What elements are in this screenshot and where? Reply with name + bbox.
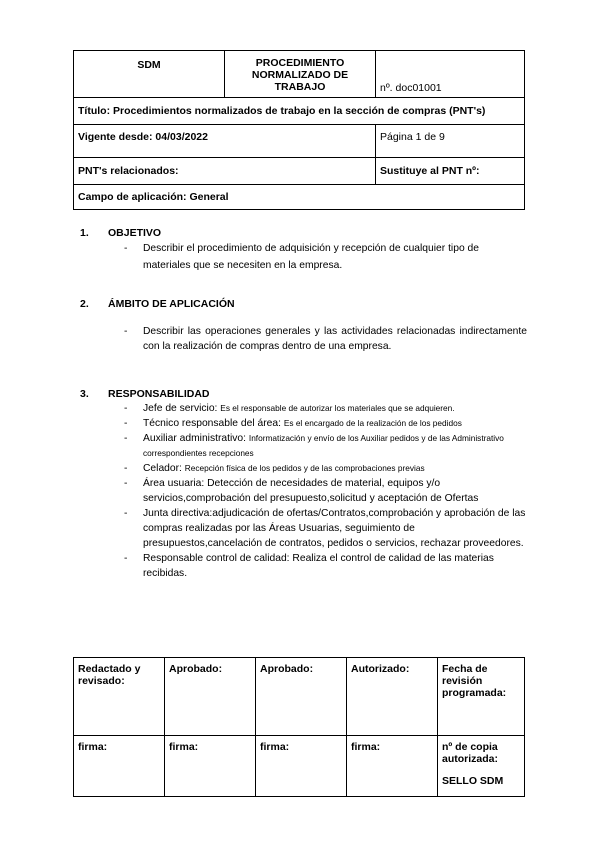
doc-number: nº. doc01001 [376, 51, 525, 98]
objetivo-list [122, 240, 527, 274]
approval-table [73, 657, 525, 797]
section-ambito-heading: 2. ÁMBITO DE APLICACIÓN [80, 298, 235, 310]
replaces-pnt: Sustituye al PNT nº: [376, 158, 525, 185]
list-item: - Área usuaria: Detección de necesidades de material, equipos y/o servicios,comprobación del presupuesto,solicitud y aceptación de Ofertas [122, 476, 527, 506]
list-item: - Junta directiva:adjudicación de ofertas/Contratos,comprobación y aprobación de las compras realizadas por las Áreas Usuarias, seguimiento de presupuestos,cancelación de contratos, pedidos o servicios, rechazar proveedores. [122, 506, 527, 551]
list-item: - Describir las operaciones generales y las actividades relacionadas indirectamente con la realización de compras dentro de una empresa. [122, 324, 527, 354]
valid-from: Vigente desde: 04/03/2022 [74, 125, 376, 158]
signature-cell: firma: [74, 736, 165, 797]
review-date-cell: Fecha de revisión programada: [438, 658, 525, 736]
header-table [73, 50, 525, 210]
list-item: - Celador: Recepción física de los pedidos y de las comprobaciones previas [122, 461, 527, 476]
seal-label: SELLO SDM [442, 775, 504, 787]
section-responsabilidad-heading: 3. RESPONSABILIDAD [80, 388, 210, 400]
authorized-cell: Autorizado: [347, 658, 438, 736]
drafted-cell: Redactado y revisado: [74, 658, 165, 736]
copy-seal-cell [438, 736, 525, 797]
signature-cell: firma: [347, 736, 438, 797]
list-item: - Jefe de servicio: Es el responsable de autorizar los materiales que se adquieren. [122, 401, 527, 416]
ambito-list [122, 324, 527, 354]
list-item: - Responsable control de calidad: Realiza el control de calidad de las materias recibidas. [122, 551, 527, 581]
doc-title: Título: Procedimientos normalizados de trabajo en la sección de compras (PNT's) [74, 98, 525, 125]
signature-cell: firma: [256, 736, 347, 797]
responsabilidad-list [122, 401, 527, 581]
list-item: - Auxiliar administrativo: Informatización y envío de los Auxiliar pedidos y de las Administrativo correspondientes recepciones [122, 431, 527, 461]
org-name: SDM [74, 51, 225, 98]
list-item: - Técnico responsable del área: Es el encargado de la realización de los pedidos [122, 416, 527, 431]
page-number: Página 1 de 9 [376, 125, 525, 158]
doc-type: PROCEDIMIENTO NORMALIZADO DE TRABAJO [225, 51, 376, 98]
signature-cell: firma: [165, 736, 256, 797]
approved-cell-1: Aprobado: [165, 658, 256, 736]
approved-cell-2: Aprobado: [256, 658, 347, 736]
related-pnt: PNT's relacionados: [74, 158, 376, 185]
scope: Campo de aplicación: General [74, 185, 525, 210]
copy-label: nº de copia autorizada: [442, 741, 499, 765]
section-objetivo-heading: 1. OBJETIVO [80, 227, 162, 239]
list-item: - Describir el procedimiento de adquisición y recepción de cualquier tipo de materiales que se necesiten en la empresa. [122, 240, 527, 274]
